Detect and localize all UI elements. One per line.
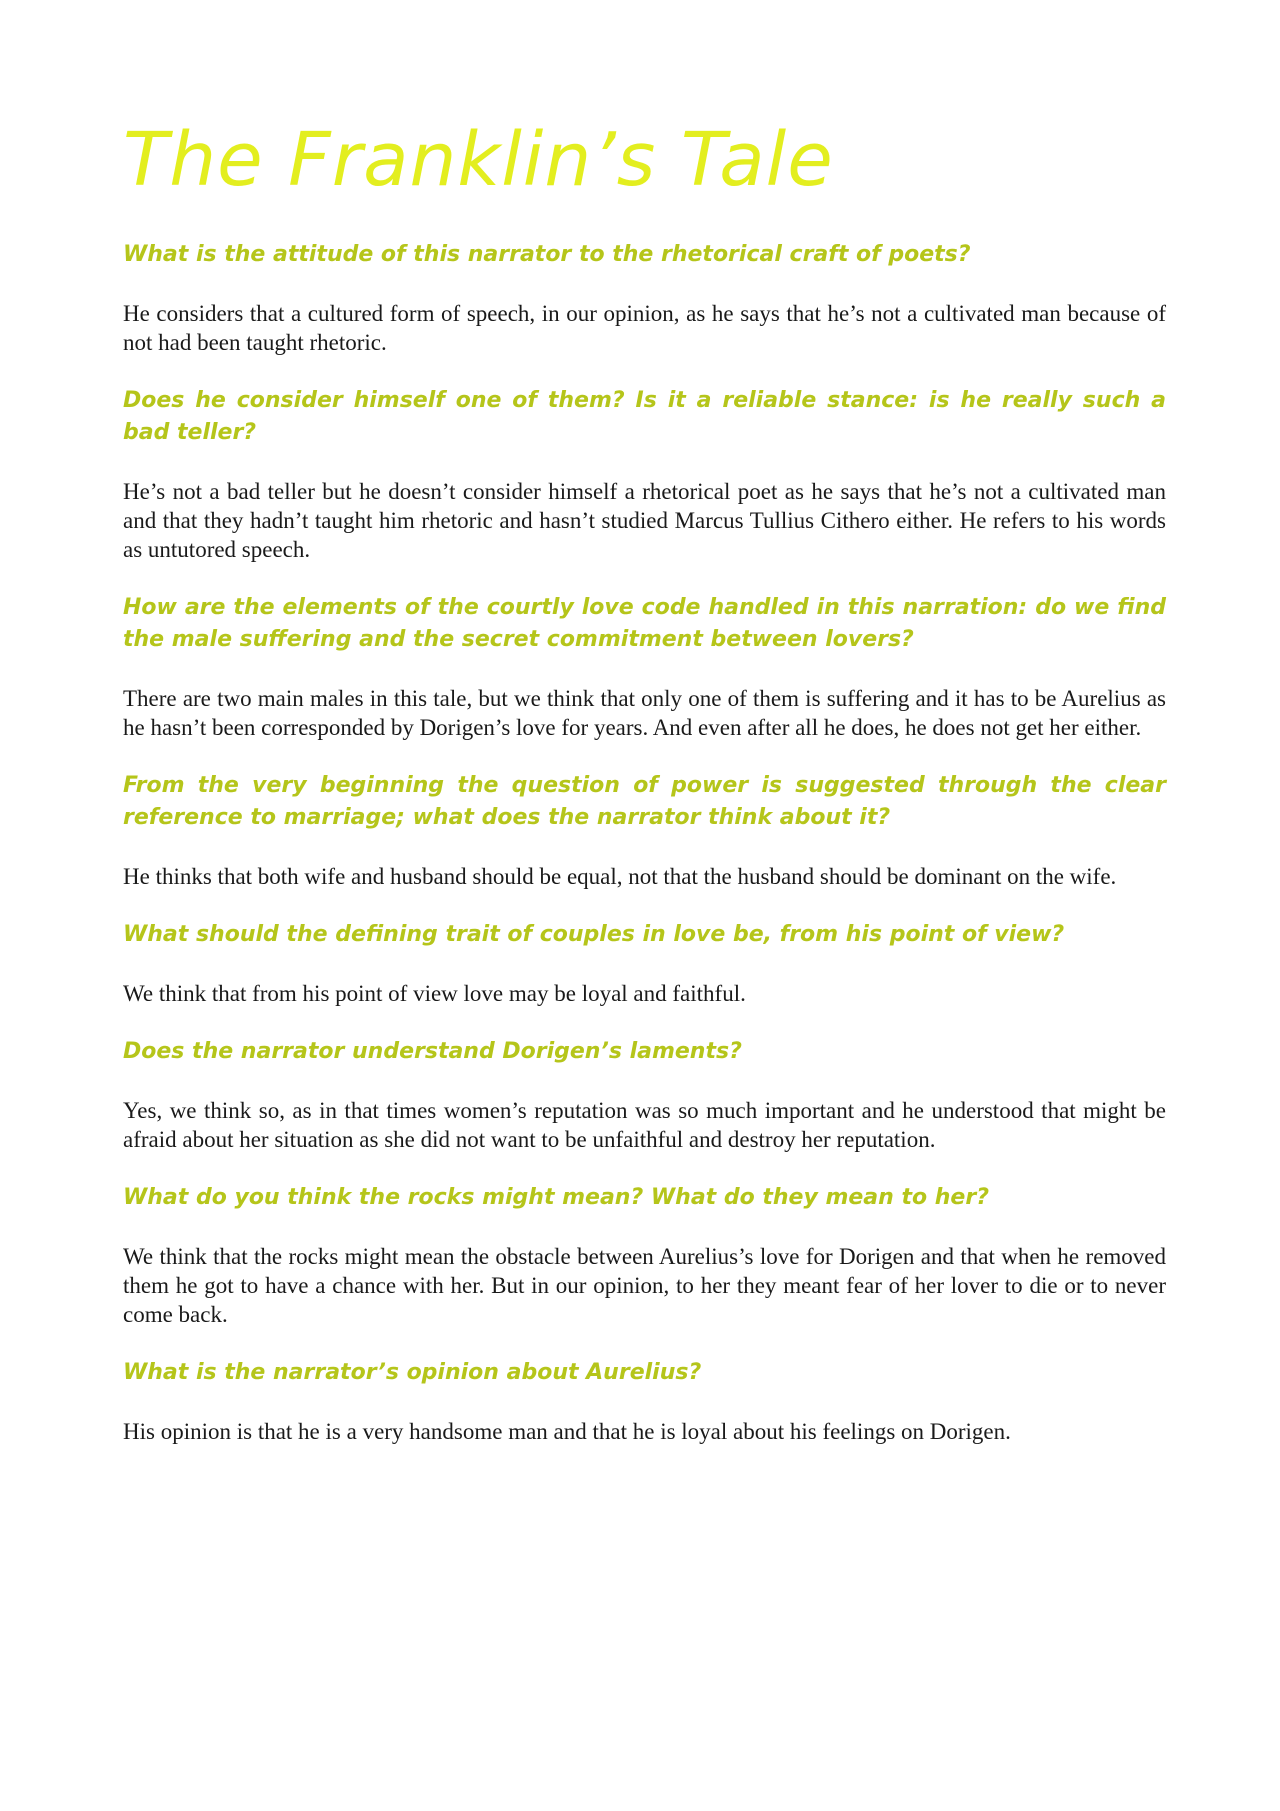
qa-item bbox=[123, 592, 1166, 742]
question-text: What is the attitude of this narrator to the rhetorical craft of poets? bbox=[123, 242, 971, 268]
answer-text: He thinks that both wife and husband should be equal, not that the husband should be dominant on the wife. bbox=[123, 864, 1117, 890]
question-text: From the very beginning the question of power is suggested through the clear reference to marriage; what does the narrator think about it? bbox=[123, 773, 1166, 831]
qa-item bbox=[123, 385, 1166, 564]
question-text: Does the narrator understand Dorigen’s laments? bbox=[123, 1039, 742, 1065]
answer-text: He’s not a bad teller but he doesn’t consider himself a rhetorical poet as he says that he’s not a cultivated man and that they hadn’t taught him rhetoric and hasn’t studied Marcus Tullius Cithero either. He refers to his words as untutored speech. bbox=[123, 479, 1166, 563]
question-text: Does he consider himself one of them? Is it a reliable stance: is he really such a bad teller? bbox=[123, 388, 1166, 446]
answer-text: We think that from his point of view love may be loyal and faithful. bbox=[123, 981, 746, 1007]
question-text: What should the defining trait of couples in love be, from his point of view? bbox=[123, 922, 1065, 948]
question-text: What is the narrator’s opinion about Aurelius? bbox=[123, 1360, 702, 1386]
answer-text: There are two main males in this tale, but we think that only one of them is suffering and it has to be Aurelius as he hasn’t been corresponded by Dorigen’s love for years. And even after all he does, he does not get her either. bbox=[123, 686, 1166, 741]
question-text: What do you think the rocks might mean? What do they mean to her? bbox=[123, 1185, 989, 1211]
question-text: How are the elements of the courtly love code handled in this narration: do we find the male suffering and the secret commitment between lovers? bbox=[123, 595, 1166, 653]
document-title: The Franklin’s Tale bbox=[123, 117, 834, 203]
qa-item bbox=[123, 1036, 1166, 1154]
answer-text: We think that the rocks might mean the obstacle between Aurelius’s love for Dorigen and that when he removed them he got to have a chance with her. But in our opinion, to her they meant fear of her lover to die or to never come back. bbox=[123, 1244, 1166, 1328]
answer-text: He considers that a cultured form of speech, in our opinion, as he says that he’s not a cultivated man because of not had been taught rhetoric. bbox=[123, 301, 1166, 356]
qa-item bbox=[123, 919, 1166, 1008]
answer-text: Yes, we think so, as in that times women’s reputation was so much important and he understood that might be afraid about her situation as she did not want to be unfaithful and destroy her reputation. bbox=[123, 1098, 1166, 1153]
qa-item bbox=[123, 239, 1166, 357]
qa-item bbox=[123, 1182, 1166, 1329]
qa-item bbox=[123, 770, 1166, 891]
qa-item bbox=[123, 1357, 1166, 1446]
answer-text: His opinion is that he is a very handsome man and that he is loyal about his feelings on Dorigen. bbox=[123, 1419, 1011, 1445]
document-page bbox=[123, 118, 1166, 1474]
